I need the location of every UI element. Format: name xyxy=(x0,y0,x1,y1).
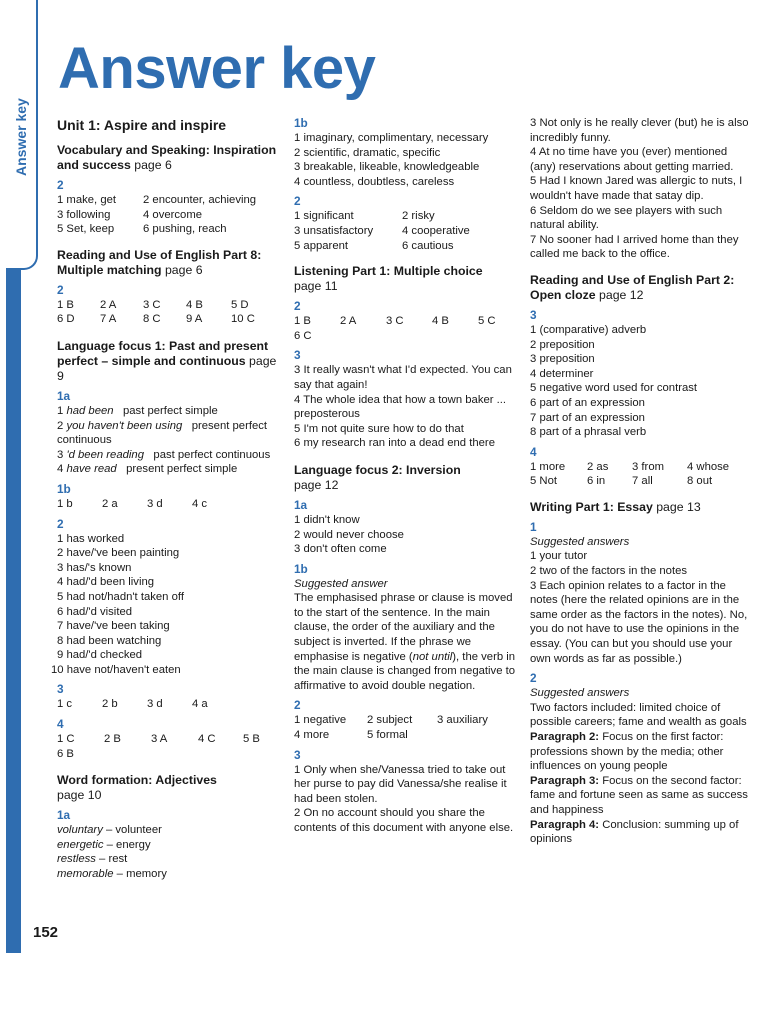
answer-item: 1 has worked xyxy=(57,532,125,545)
answer-item: 4 determiner xyxy=(530,367,594,380)
unit-heading: Unit 1: Aspire and inspire xyxy=(57,117,227,133)
answer-item: 1 Only when she/Vanessa tried to take out her purse to pay did Vanessa/she realise it had been stolen. xyxy=(294,763,507,805)
answer-item: 3 It really wasn't what I'd expected. You can say that again! xyxy=(294,364,512,391)
section-heading: Language focus 1: Past and present perfect – simple and continuous page 9 xyxy=(57,338,277,383)
answer-item: 3 Not only is he really clever (but) he is also incredibly funny. xyxy=(530,117,749,144)
answer-item: 2 have/'ve been painting xyxy=(57,547,180,560)
page-title: Answer key xyxy=(58,36,376,101)
column-1 xyxy=(51,114,279,882)
exercise-number: 2 xyxy=(294,194,301,209)
answer-item: 8 part of a phrasal verb xyxy=(530,426,647,439)
answer-item: 4 had/'d been living xyxy=(57,576,155,589)
answer-paragraph: Paragraph 4: Conclusion: summing up of opinions xyxy=(530,818,739,846)
answer-item: 2 preposition xyxy=(530,338,595,351)
answer-row: 1 significant 2 risky xyxy=(294,210,435,223)
answer-item: 2 scientific, dramatic, specific xyxy=(294,146,441,159)
answer-row: 1 C 2 B 3 A 4 C 5 B xyxy=(57,733,260,746)
exercise-number: 2 xyxy=(57,178,64,192)
section-heading: Reading and Use of English Part 2: Open cloze page 12 xyxy=(530,272,735,302)
answer-row: 1 negative 2 subject 3 auxiliary xyxy=(294,714,488,727)
answer-item: 1 your tutor xyxy=(530,550,588,563)
section-heading: Listening Part 1: Multiple choice page 11 xyxy=(294,264,483,294)
answer-item: 8 had been watching xyxy=(57,634,162,647)
answer-item: restless – rest xyxy=(57,853,128,866)
answer-item: 6 Seldom do we see players with such natural ability. xyxy=(530,204,723,232)
answer-item: 3 'd been reading past perfect continuous xyxy=(57,448,271,461)
answer-item: energetic – energy xyxy=(57,838,151,851)
answer-row: 1 b 2 a 3 d 4 c xyxy=(57,497,208,510)
answer-item: 3 don't often come xyxy=(294,543,387,556)
section-heading: Language focus 2: Inversion page 12 xyxy=(294,462,461,492)
sidebar-label: Answer key xyxy=(13,98,29,176)
exercise-number: 3 xyxy=(294,747,301,762)
answer-item: 3 Each opinion relates to a factor in the notes (here the related opinions are in the same order as the factors in the notes). No, you do not have to use the opinions in the essay. (You can but you should use your own words as far as possible.) xyxy=(530,579,748,665)
exercise-number: 1 xyxy=(530,519,537,534)
answer-item: 1 didn't know xyxy=(294,513,360,526)
column-3 xyxy=(530,114,750,847)
exercise-number: 4 xyxy=(57,717,64,732)
answer-item: 3 preposition xyxy=(530,353,595,366)
suggested-answer-label: Suggested answer xyxy=(294,577,388,590)
answer-item: 7 No sooner had I arrived home than they called me back to the office. xyxy=(530,233,739,261)
answer-row: 6 C xyxy=(294,329,312,342)
answer-item: 4 The whole idea that how a town baker ... preposterous xyxy=(294,393,507,421)
answer-item: 1 imaginary, complimentary, necessary xyxy=(294,132,489,144)
exercise-number: 3 xyxy=(57,682,64,697)
answer-item: 2 On no account should you share the contents of this document with anyone else. xyxy=(294,807,514,834)
answer-item: 1 had been past perfect simple xyxy=(57,404,218,417)
exercise-number: 1b xyxy=(294,561,308,576)
answer-row: 1 c 2 b 3 d 4 a xyxy=(57,698,208,711)
answer-item: 2 you haven't been using present perfect continuous xyxy=(57,419,268,447)
answer-item: 6 had/'d visited xyxy=(57,605,133,618)
exercise-number: 1b xyxy=(57,481,71,496)
exercise-number: 2 xyxy=(57,282,64,297)
sidebar-tab xyxy=(6,0,38,270)
answer-item: 4 countless, doubtless, careless xyxy=(294,175,455,188)
answer-paragraph: The emphasised phrase or clause is moved to the start of the sentence. In the main clause, the order of the auxiliary and the subject is inverted. If the phrase we emphasise is negative (not until), the verb in the main clause is changed from negative to affirmative to avoid double negation. xyxy=(294,592,516,692)
answer-item: 2 two of the factors in the notes xyxy=(530,565,688,578)
answer-row: 1 B 2 A 3 C 4 B 5 C xyxy=(294,315,496,328)
answer-item: 7 part of an expression xyxy=(530,411,645,424)
answer-row: 5 apparent 6 cautious xyxy=(294,239,454,252)
exercise-number: 1b xyxy=(294,116,308,130)
answer-row: 1 B 2 A 3 C 4 B 5 D xyxy=(57,298,249,311)
answer-item: 2 would never choose xyxy=(294,528,404,541)
section-heading: Writing Part 1: Essay page 13 xyxy=(530,499,701,514)
exercise-number: 2 xyxy=(294,698,301,713)
answer-item: 5 I'm not quite sure how to do that xyxy=(294,422,464,435)
section-heading: Vocabulary and Speaking: Inspiration and success page 6 xyxy=(57,143,277,172)
column-2 xyxy=(294,114,516,836)
answer-item: 4 At no time have you (ever) mentioned (any) reservations about getting married. xyxy=(530,146,734,173)
answer-item: 10 have not/haven't eaten xyxy=(51,663,181,676)
answer-item: 6 part of an expression xyxy=(530,396,645,409)
answer-row: 5 Not 6 in 7 all 8 out xyxy=(530,475,713,488)
answer-item: 1 (comparative) adverb xyxy=(530,323,647,336)
answer-item: 9 had/'d checked xyxy=(57,649,143,662)
exercise-number: 2 xyxy=(57,516,64,531)
exercise-number: 3 xyxy=(530,307,537,322)
answer-row: 1 more 2 as 3 from 4 whose xyxy=(530,460,730,473)
answer-row: 4 more 5 formal xyxy=(294,729,408,742)
answer-row: 3 unsatisfactory 4 cooperative xyxy=(294,224,470,237)
exercise-number: 4 xyxy=(530,444,537,459)
suggested-answer-label: Suggested answers xyxy=(530,687,630,700)
exercise-number: 3 xyxy=(294,348,301,363)
answer-item: 5 Had I known Jared was allergic to nuts, I wouldn't have made that satay dip. xyxy=(530,175,743,202)
exercise-number: 1a xyxy=(57,388,71,403)
answer-row: 5 Set, keep 6 pushing, reach xyxy=(57,223,227,236)
section-heading: Word formation: Adjectives page 10 xyxy=(57,773,217,803)
answer-item: voluntary – volunteer xyxy=(57,824,162,837)
answer-item: 3 has/'s known xyxy=(57,561,132,574)
answer-item: 4 have read present perfect simple xyxy=(57,463,238,476)
section-heading: Reading and Use of English Part 8: Multiple matching page 6 xyxy=(57,247,262,277)
answer-row: 6 D 7 A 8 C 9 A 10 C xyxy=(57,313,255,326)
exercise-number: 2 xyxy=(530,671,537,686)
answer-item: 5 negative word used for contrast xyxy=(530,382,698,395)
exercise-number: 1a xyxy=(294,497,308,512)
answer-paragraph: Two factors included: limited choice of possible careers; fame and wealth as goals xyxy=(530,701,747,729)
page-number: 152 xyxy=(33,924,59,941)
suggested-answer-label: Suggested answers xyxy=(530,535,630,548)
answer-paragraph: Paragraph 2: Focus on the first factor: professions shown by the media; other influences on young people xyxy=(530,731,724,773)
answer-item: 7 have/'ve been taking xyxy=(57,620,170,633)
answer-item: 3 breakable, likeable, knowledgeable xyxy=(294,161,480,174)
exercise-number: 2 xyxy=(294,299,301,314)
answer-item: memorable – memory xyxy=(57,868,167,881)
exercise-number: 1a xyxy=(57,808,71,823)
answer-paragraph: Paragraph 3: Focus on the second factor: fame and fortune seen as same as success and happiness xyxy=(530,774,748,816)
answer-item: 6 my research ran into a dead end there xyxy=(294,437,495,450)
answer-item: 5 had not/hadn't taken off xyxy=(57,590,184,603)
answer-row: 1 make, get 2 encounter, achieving xyxy=(57,194,257,206)
answer-row: 3 following 4 overcome xyxy=(57,208,203,221)
answer-row: 6 B xyxy=(57,747,74,760)
